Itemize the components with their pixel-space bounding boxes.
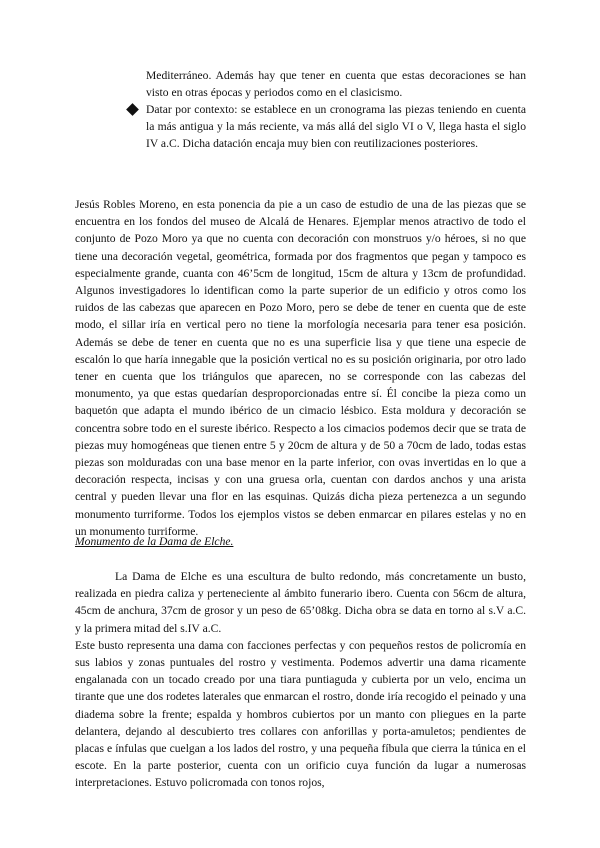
continuation-paragraph: Mediterráneo. Además hay que tener en cuenta que estas decoraciones se han visto en otras épocas y periodos como en el clasicismo. (146, 69, 526, 100)
paragraph-dama-description: Este busto representa una dama con facciones perfectas y con pequeños restos de policromía en sus labios y zonas puntuales del rostro y vestimenta. Podemos advertir una dama ricamente engalanada con un tocado creado por una tiara puntiaguda y cubierta por un velo, encima un tirante que une dos rodetes laterales que enmarcan el rostro, donde iría recogido el peinado y una diadema sobre la frente; espalda y hombros cubiertos por un manto con pliegues en la parte delantera, dejando al descubierto tres collares con anforillas y porta-amuletos; pendientes de placas e ínfulas que cuelgan a los lados del rostro, y una pequeña fíbula que cierra la túnica en el escote. En la parte posterior, cuenta con un orificio cuya función da lugar a numerosas interpretaciones. Estuvo policromada con tonos rojos, (75, 638, 526, 790)
paragraph-robles: Jesús Robles Moreno, en esta ponencia da pie a un caso de estudio de una de las piezas que se encuentra en los fondos del museo de Alcalá de Henares. Ejemplar menos atractivo de todo el conjunto de Pozo Moro ya que no cuenta con decoración con monstruos y/o héroes, si no que tiene una decoración vegetal, geométrica, formada por dos fragmentos que pegan y tampoco es especialmente grande, cuanta con 46’5cm de longitud, 15cm de altura y 13cm de profundidad. Algunos investigadores lo identifican como la parte superior de un edificio y otros como los ruidos de las cabezas que aparecen en Pozo Moro, pero se debe de tener en cuenta que de este modo, el sillar iría en vertical pero no tiene la morfología necesaria para tener esa posición. Además se debe de tener en cuenta que no es una superficie lisa y que tiene una especie de escalón lo que haría innegable que la posición vertical no es su posición originaria, por otro lado tener en cuenta que los triángulos que aparecen, no se corresponde con las cabezas del monumento, ya que estas quedarían desproporcionadas entre sí. Él concibe la pieza como un baquetón que adapta el mundo ibérico de un cimacio lésbico. Esta moldura y decoración se concentra sobre todo en el sureste ibérico. Respecto a los cimacios podemos decir que se trata de piezas muy homogéneas que tienen entre 5 y 20cm de altura y de 50 a 70cm de lado, todas estas piezas son molduradas con una base menor en la parte inferior, con ovas invertidas en lo que a decoración respecta, incisas y con una gruesa orla, cuentan con dardos anchos y una arista central y pueden llevar una flor en las esquinas. Quizás dicha pieza pertenezca a un segundo monumento turriforme. Todos los ejemplos vistos se deben enmarcar en pilares estelas y no en un monumento turriforme. (75, 198, 526, 538)
body-section-1 (75, 196, 526, 540)
bullet-item (128, 101, 526, 153)
section-heading (75, 533, 526, 550)
diamond-bullet-icon (126, 103, 139, 116)
paragraph-dama-intro: La Dama de Elche es una escultura de bulto redondo, más concretamente un busto, realizada en piedra caliza y perteneciente al ámbito funerario ibero. Cuenta con 56cm de altura, 45cm de anchura, 37cm de grosor y un peso de 65’08kg. Dicha obra se data en torno al s.V a.C. y la primera mitad del s.IV a.C. (75, 570, 526, 635)
continuation-text (146, 67, 526, 101)
body-section-2 (75, 568, 526, 792)
heading-dama-de-elche: Monumento de la Dama de Elche. (75, 535, 234, 548)
bullet-text: Datar por contexto: se establece en un cronograma las piezas teniendo en cuenta la más antigua y la más reciente, va más allá del siglo VI o V, llega hasta el siglo IV a.C. Dicha datación encaja muy bien con reutilizaciones posteriores. (146, 103, 526, 151)
